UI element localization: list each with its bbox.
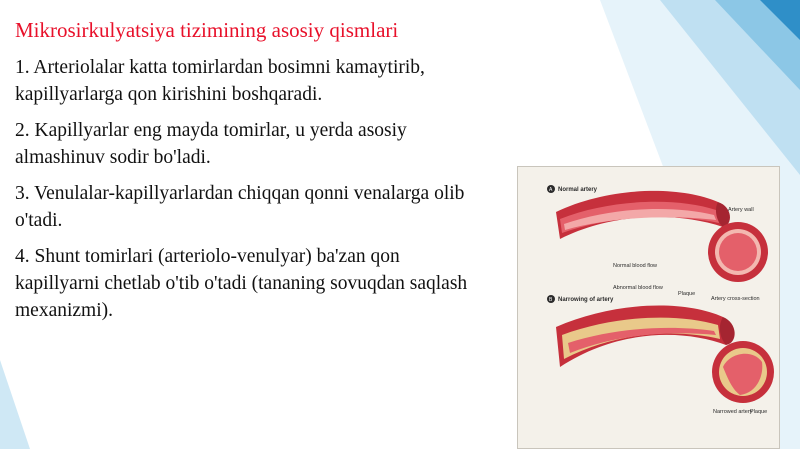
artery-wall-label: Artery wall	[728, 207, 754, 213]
list-item: 4. Shunt tomirlari (arteriolo-venulyar) ba'zan qon kapillyarni chetlab o'tib o'tadi (tananing sovuqdan saqlash mexanizmi).	[15, 246, 468, 321]
plaque-bottom-label: Plaque	[750, 409, 768, 415]
plaque-top-label: Plaque	[678, 291, 696, 297]
narrowed-artery-label: Narrowed artery	[713, 409, 753, 415]
panel-b-letter: B	[549, 297, 553, 303]
panel-a-title: Normal artery	[558, 187, 598, 193]
panel-a-letter: A	[549, 187, 553, 193]
slide-title: Mikrosirkulyatsiya tizimining asosiy qismlari	[15, 18, 399, 42]
panel-b-title: Narrowing of artery	[558, 297, 614, 303]
list-item: 1. Arteriolalar katta tomirlardan bosimni kamaytirib, kapillyarlarga qon kirishini boshqaradi.	[15, 57, 425, 105]
abnormal-blood-flow-label: Abnormal blood flow	[613, 285, 663, 291]
bullet-list	[15, 54, 485, 333]
normal-blood-flow-label: Normal blood flow	[613, 263, 658, 269]
list-item: 3. Venulalar-kapillyarlardan chiqqan qonni venalarga olib o'tadi.	[15, 183, 465, 231]
artery-cross-section-label: Artery cross-section	[711, 296, 760, 302]
artery-illustration	[517, 166, 780, 449]
artery-diagram	[518, 167, 781, 450]
list-item: 2. Kapillyarlar eng mayda tomirlar, u yerda asosiy almashinuv sodir bo'ladi.	[15, 120, 407, 168]
